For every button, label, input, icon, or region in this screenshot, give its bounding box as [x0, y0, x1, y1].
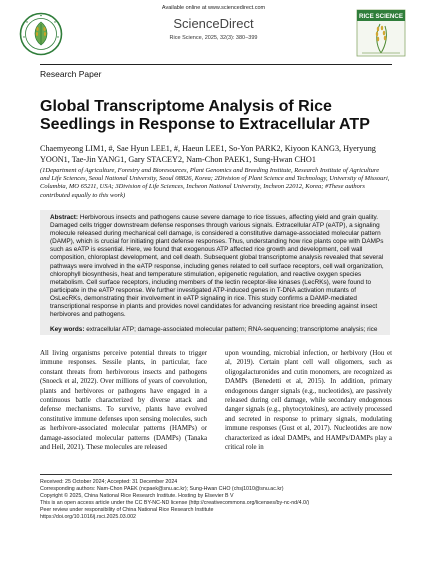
- peer-review-line: Peer review under responsibility of China National Rice Research Institute: [40, 507, 214, 514]
- corresponding-authors: Corresponding authors: Nam-Chon PAEK (ncpaek@snu.ac.kr); Sung-Hwan CHO (chsj1010@snu.ac.kr): [40, 486, 284, 493]
- platform-name[interactable]: ScienceDirect: [173, 16, 254, 31]
- header-rule: [40, 64, 392, 65]
- keywords-text: extracellular ATP; damage-associated molecular pattern; RNA-sequencing; transcriptome analysis; rice: [86, 326, 378, 333]
- keywords: [50, 326, 384, 334]
- author-list: Chaemyeong LIM1, #, Sae Hyun LEE1, #, Haeun LEE1, So-Yon PARK2, Kiyoon KANG3, Hyeryung YOON1, Tae-Jin YANG1, Gary STACEY2, Nam-Chon PAEK1, Sung-Hwan CHO1: [40, 144, 376, 164]
- license-line[interactable]: This is an open access article under the CC BY-NC-ND license (http://creativecommons.org/licenses/by-nc-nd/4.0/): [40, 500, 310, 507]
- copyright-line: Copyright © 2025, China National Rice Research Institute. Hosting by Elsevier B V: [40, 493, 234, 500]
- affiliations: (1Department of Agriculture, Forestry and Bioresources, Plant Genomics and Breeding Institute, Research Institute of Agriculture and Life Sciences, Seoul National University, Seoul 08826, Korea; 2Division of Plant Science and Technology, University of Missouri, Columbia, MO 65211, USA; 3Division of Life Sciences, Incheon National University, Incheon 22012, Korea; #These authors contributed equally to this work): [40, 167, 390, 199]
- footnote-rule: [40, 474, 392, 475]
- body-column-left: All living organisms perceive potential threats to trigger immune responses. Sessile plants, in particular, face constant threats from herbivorous insects and pathogens (Snoeck et al, 2022). Over millions of years of coevolution, plants and herbivores or pathogens have engaged in a continuous battle characterized by diverse attack and defense mechanisms. To survive, plants have evolved constitutive immune defenses upon sensing molecules, such as herbivore-associated molecular patterns (HAMPs) or damage-associated molecular patterns (DAMPs) (Tanaka and Heil, 2021). These molecules are released: [40, 350, 207, 452]
- doi-link[interactable]: https://doi.org/10.1016/j.rsci.2025.03.002: [40, 514, 136, 521]
- received-dates: Received: 25 October 2024; Accepted: 31 December 2024: [40, 479, 178, 485]
- abstract-text: Herbivorous insects and pathogens cause severe damage to rice tissues, affecting yield and grain quality. Damaged cells trigger downstream defense responses through various signals. Extracellular ATP (eATP), a signaling molecule released during mechanical cell damage, is considered a constitutive damage-associated molecular pattern (DAMP), which is crucial for initiating plant defense responses. Thus, understanding how rice plants cope with DAMPs such as eATP is essential. Here, we found that exogenous ATP affected rice growth and development, cell wall composition, chloroplast development, and cell death. Subsequent global transcriptome analysis revealed that several pathways were involved in the eATP response, including genes related to cell surface receptors, cell wall organization, chlorophyll biosynthesis, heat and temperature stimulation, epigenetic regulation, and reactive oxygen species metabolism. Cell surface receptors, including members of the lectin receptor-like kinases (LecRKs), were found to participate in the eATP response. We further investigated ATP-induced genes in T-DNA activation mutants of OsLecRKs, demonstrating their involvement in eATP signaling in rice. This study confirms a DAMP-mediated transcriptional response in plants and provides novel candidates for advancing resistant rice breeding against insect herbivores and pathogens.: [50, 214, 384, 319]
- keywords-label: Key words:: [50, 326, 85, 333]
- body-column-right: upon wounding, microbial infection, or herbivory (Hou et al, 2019). Certain plant cell wall oligomers, such as oligogalacturonides and cutin monomers, are recognized as DAMPs (Benedetti et al, 2015). In addition, primary endogenous danger signals (e.g., nucleotides), are passively released during cell damage, while secondary endogenous danger signals (e.g., phytocytokines), are actively processed and secreted in response to primary signals, modulating immune responses (Gust et al, 2017). Nucleotides are now characterized as ideal DAMPs, and HAMPs/DAMPs play a critical role in: [225, 350, 392, 452]
- footnotes: [40, 479, 392, 522]
- rice-science-journal-logo: [356, 9, 406, 57]
- journal-logo-text: RICE SCIENCE: [358, 13, 404, 20]
- available-online-text: Available online at www.sciencedirect.com: [161, 5, 266, 11]
- abstract: [50, 214, 384, 319]
- abstract-label: Abstract:: [50, 214, 79, 221]
- paper-title: Global Transcriptome Analysis of Rice Seedlings in Response to Extracellular ATP: [40, 98, 370, 133]
- journal-citation: Rice Science, 2025, 32(3): 380−399: [169, 35, 258, 41]
- article-type: Research Paper: [40, 69, 102, 79]
